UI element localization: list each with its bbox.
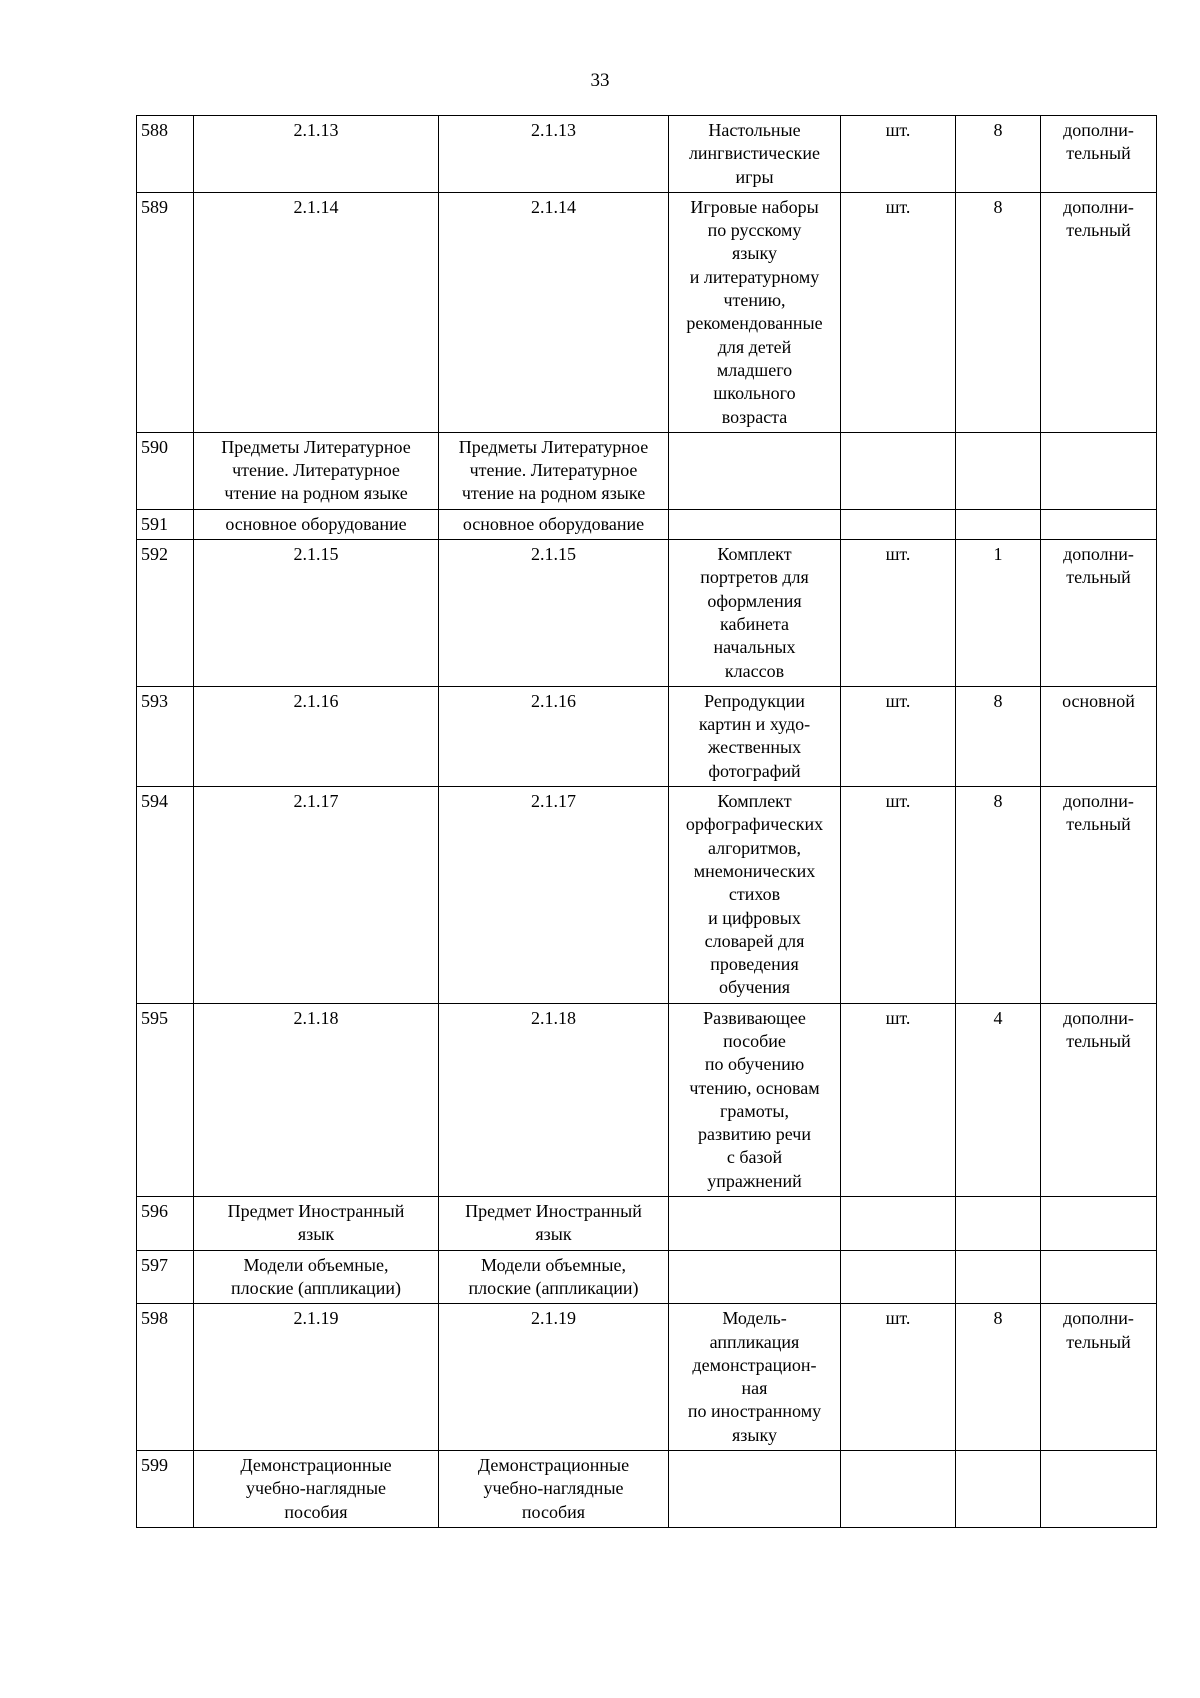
quantity-cell (956, 509, 1041, 539)
unit-cell: шт. (841, 1304, 956, 1451)
code-cell-2: основное оборудование (439, 509, 669, 539)
type-cell: основной (1041, 686, 1157, 786)
table-row (137, 1451, 1157, 1528)
code-cell-1: 2.1.13 (194, 116, 439, 193)
type-cell (1041, 1197, 1157, 1251)
code-cell-2: 2.1.13 (439, 116, 669, 193)
type-cell: дополни- тельный (1041, 192, 1157, 432)
unit-cell (841, 1451, 956, 1528)
item-name-cell (669, 1451, 841, 1528)
table-row (137, 1250, 1157, 1304)
item-name-cell: Репродукции картин и худо- жественных фотографий (669, 686, 841, 786)
code-cell-2: Предметы Литературное чтение. Литературное чтение на родном языке (439, 432, 669, 509)
item-name-cell: Модель- аппликация демонстрацион- ная по иностранному языку (669, 1304, 841, 1451)
code-cell-1: Предметы Литературное чтение. Литературное чтение на родном языке (194, 432, 439, 509)
type-cell (1041, 1451, 1157, 1528)
table-row (137, 1304, 1157, 1451)
code-cell-1: Модели объемные, плоские (аппликации) (194, 1250, 439, 1304)
type-cell: дополни- тельный (1041, 1304, 1157, 1451)
row-number-cell: 593 (137, 686, 194, 786)
table-row (137, 432, 1157, 509)
row-number-cell: 588 (137, 116, 194, 193)
type-cell (1041, 1250, 1157, 1304)
quantity-cell: 1 (956, 540, 1041, 687)
code-cell-2: 2.1.16 (439, 686, 669, 786)
quantity-cell: 4 (956, 1003, 1041, 1196)
code-cell-2: 2.1.19 (439, 1304, 669, 1451)
unit-cell (841, 509, 956, 539)
item-name-cell: Развивающее пособие по обучению чтению, основам грамоты, развитию речи с базой упражнений (669, 1003, 841, 1196)
quantity-cell (956, 1451, 1041, 1528)
table-row (137, 1003, 1157, 1196)
item-name-cell (669, 1250, 841, 1304)
type-cell: дополни- тельный (1041, 1003, 1157, 1196)
code-cell-1: 2.1.15 (194, 540, 439, 687)
unit-cell: шт. (841, 787, 956, 1004)
code-cell-2: 2.1.18 (439, 1003, 669, 1196)
item-name-cell (669, 1197, 841, 1251)
type-cell (1041, 509, 1157, 539)
code-cell-1: 2.1.14 (194, 192, 439, 432)
code-cell-1: 2.1.18 (194, 1003, 439, 1196)
row-number-cell: 592 (137, 540, 194, 687)
row-number-cell: 596 (137, 1197, 194, 1251)
table-row (137, 116, 1157, 193)
row-number-cell: 589 (137, 192, 194, 432)
table-row (137, 787, 1157, 1004)
code-cell-2: Модели объемные, плоские (аппликации) (439, 1250, 669, 1304)
row-number-cell: 597 (137, 1250, 194, 1304)
code-cell-1: основное оборудование (194, 509, 439, 539)
quantity-cell (956, 1250, 1041, 1304)
row-number-cell: 598 (137, 1304, 194, 1451)
quantity-cell: 8 (956, 192, 1041, 432)
unit-cell (841, 1250, 956, 1304)
code-cell-1: Предмет Иностранный язык (194, 1197, 439, 1251)
unit-cell (841, 1197, 956, 1251)
unit-cell: шт. (841, 540, 956, 687)
item-name-cell (669, 432, 841, 509)
row-number-cell: 594 (137, 787, 194, 1004)
unit-cell: шт. (841, 116, 956, 193)
page-number: 33 (590, 70, 610, 91)
quantity-cell: 8 (956, 1304, 1041, 1451)
code-cell-2: 2.1.17 (439, 787, 669, 1004)
quantity-cell: 8 (956, 116, 1041, 193)
table-row (137, 686, 1157, 786)
code-cell-2: Демонстрационные учебно-наглядные пособия (439, 1451, 669, 1528)
code-cell-1: Демонстрационные учебно-наглядные пособия (194, 1451, 439, 1528)
type-cell (1041, 432, 1157, 509)
code-cell-2: 2.1.15 (439, 540, 669, 687)
unit-cell: шт. (841, 1003, 956, 1196)
quantity-cell (956, 432, 1041, 509)
quantity-cell: 8 (956, 787, 1041, 1004)
row-number-cell: 595 (137, 1003, 194, 1196)
table-row (137, 509, 1157, 539)
row-number-cell: 590 (137, 432, 194, 509)
quantity-cell: 8 (956, 686, 1041, 786)
item-name-cell (669, 509, 841, 539)
table-row (137, 192, 1157, 432)
equipment-table (136, 115, 1157, 1528)
code-cell-1: 2.1.17 (194, 787, 439, 1004)
table-body (137, 116, 1157, 1528)
unit-cell: шт. (841, 192, 956, 432)
code-cell-2: 2.1.14 (439, 192, 669, 432)
quantity-cell (956, 1197, 1041, 1251)
item-name-cell: Комплект орфографических алгоритмов, мнемонических стихов и цифровых словарей для проведения обучения (669, 787, 841, 1004)
type-cell: дополни- тельный (1041, 116, 1157, 193)
type-cell: дополни- тельный (1041, 787, 1157, 1004)
unit-cell (841, 432, 956, 509)
unit-cell: шт. (841, 686, 956, 786)
item-name-cell: Комплект портретов для оформления кабинета начальных классов (669, 540, 841, 687)
table-row (137, 540, 1157, 687)
row-number-cell: 591 (137, 509, 194, 539)
item-name-cell: Игровые наборы по русскому языку и литературному чтению, рекомендованные для детей младшего школьного возраста (669, 192, 841, 432)
code-cell-1: 2.1.16 (194, 686, 439, 786)
row-number-cell: 599 (137, 1451, 194, 1528)
table-row (137, 1197, 1157, 1251)
code-cell-1: 2.1.19 (194, 1304, 439, 1451)
type-cell: дополни- тельный (1041, 540, 1157, 687)
code-cell-2: Предмет Иностранный язык (439, 1197, 669, 1251)
item-name-cell: Настольные лингвистические игры (669, 116, 841, 193)
